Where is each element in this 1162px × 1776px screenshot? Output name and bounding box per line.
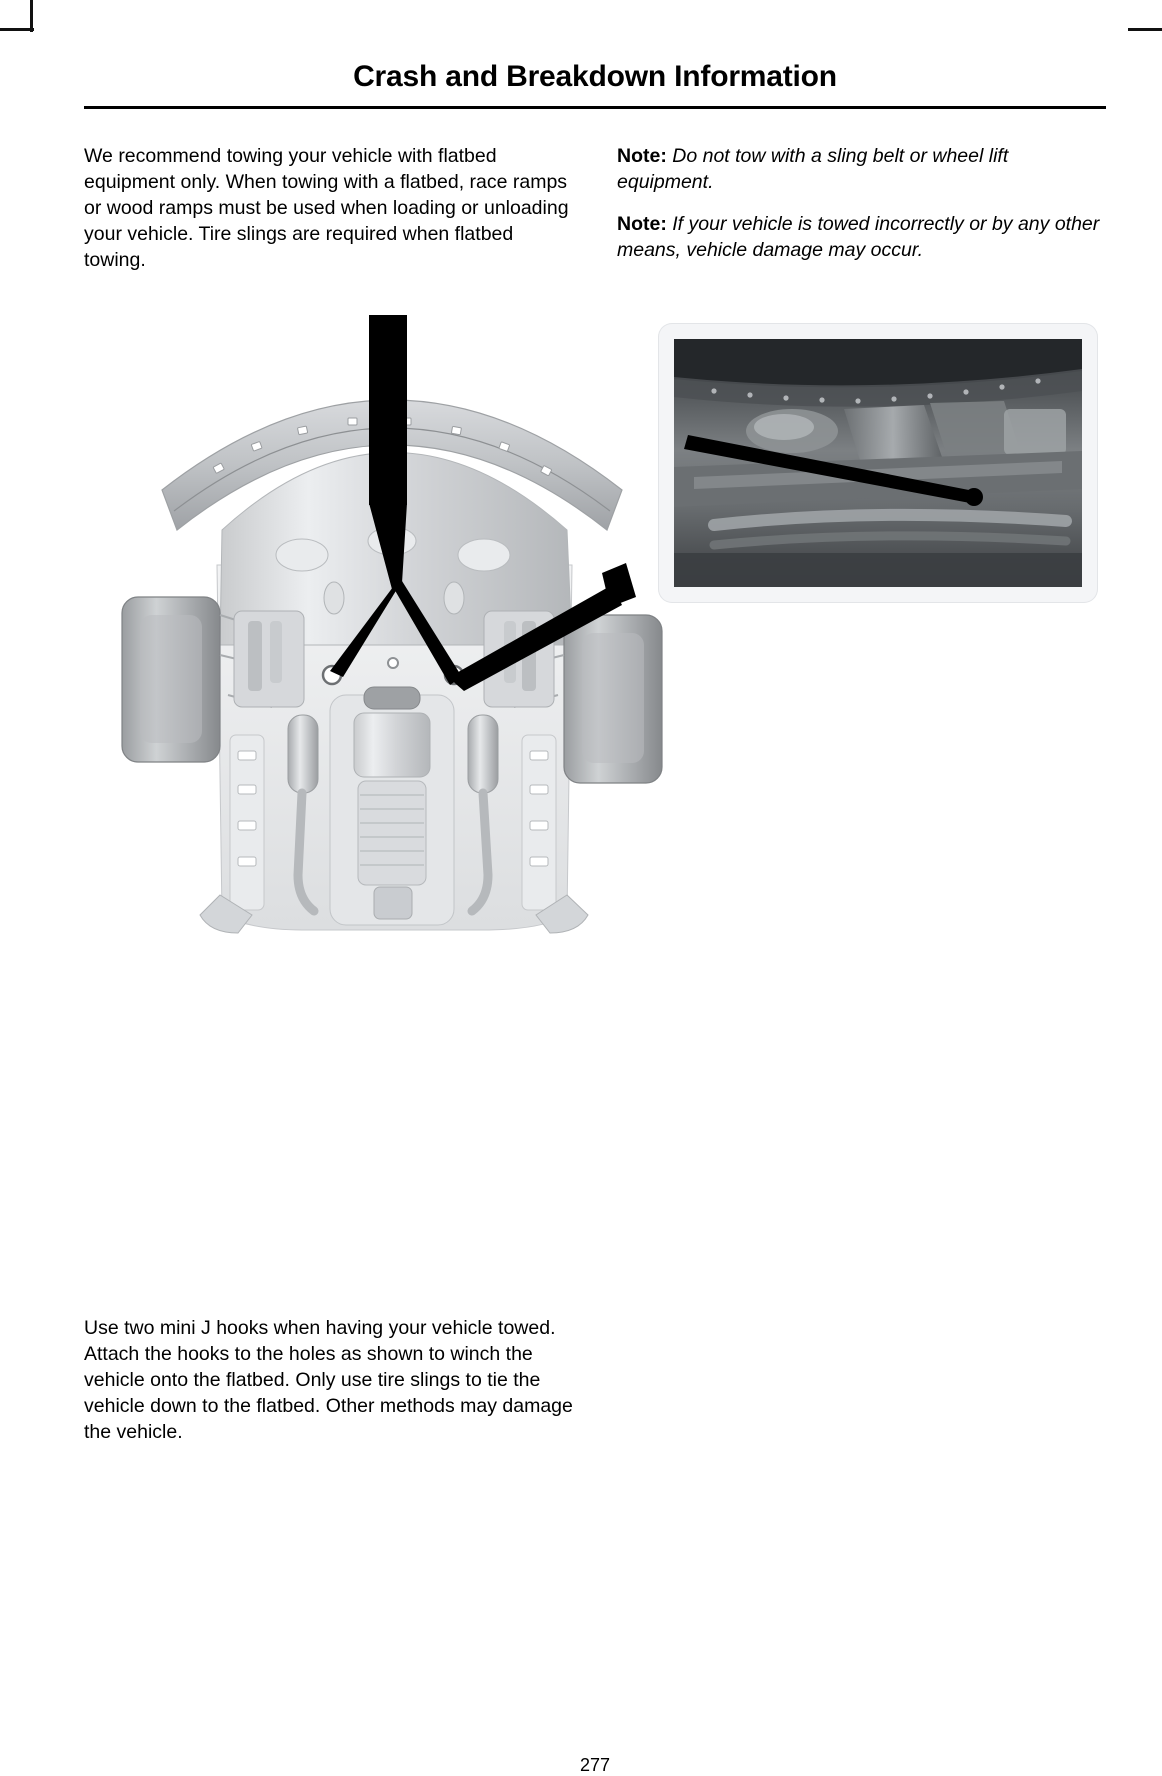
tow-hook-photo bbox=[674, 339, 1082, 587]
note-label: Note: bbox=[617, 145, 667, 167]
two-column-text-block bbox=[84, 143, 1106, 287]
right-column bbox=[617, 143, 1106, 287]
mini-j-hooks-paragraph: Use two mini J hooks when having your vehicle towed. Attach the hooks to the holes as shown to winch the vehicle onto the flatbed. Only use tire slings to tie the vehicle down to the flatbed. Other methods may damage the vehicle. bbox=[84, 1317, 573, 1443]
tow-hook-photo-panel bbox=[658, 323, 1098, 603]
note-item bbox=[617, 143, 1106, 195]
crop-mark-top-right-horizontal bbox=[1128, 28, 1162, 31]
crop-mark-top-left-vertical bbox=[30, 0, 33, 32]
left-column bbox=[84, 143, 573, 287]
note-text: If your vehicle is towed incorrectly or by any other means, vehicle damage may occur. bbox=[617, 213, 1100, 261]
title-divider bbox=[84, 106, 1106, 109]
towing-recommendation-paragraph: We recommend towing your vehicle with flatbed equipment only. When towing with a flatbed, race ramps or wood ramps must be used when loading or unloading your vehicle. Tire slings are required when flatbed towing. bbox=[84, 145, 569, 271]
vehicle-underbody-diagram bbox=[102, 315, 682, 945]
note-text: Do not tow with a sling belt or wheel lift equipment. bbox=[617, 145, 1009, 193]
crop-mark-top-left-horizontal bbox=[0, 28, 34, 31]
lower-text-block bbox=[84, 1315, 573, 1459]
figure-area bbox=[84, 315, 1106, 1775]
page-content bbox=[84, 60, 1106, 1775]
page-number: 277 bbox=[579, 1755, 611, 1775]
page-title: Crash and Breakdown Information bbox=[353, 60, 837, 93]
note-item bbox=[617, 211, 1106, 263]
note-label: Note: bbox=[617, 213, 667, 235]
